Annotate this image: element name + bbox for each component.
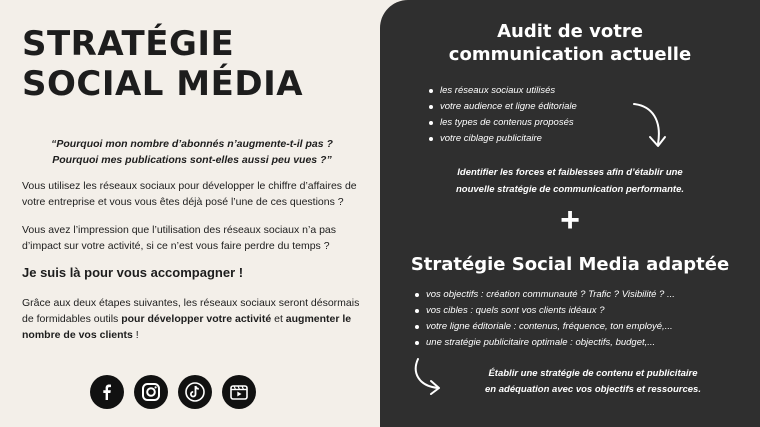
p3-text-3: ! xyxy=(132,329,139,341)
audit-summary-line-2: nouvelle stratégie de communication performante. xyxy=(455,184,685,195)
list-item: votre ciblage publicitaire xyxy=(428,131,577,147)
strategy-summary-line-1: Établir une stratégie de contenu et publicitaire xyxy=(488,368,698,379)
quote-line-1: “Pourquoi mon nombre d’abonnés n’augmente-t-il pas ? xyxy=(51,138,333,150)
page-title xyxy=(22,24,303,104)
p3-bold-2: augmenter le nombre de vos clients xyxy=(22,313,352,341)
intro-paragraph-3 xyxy=(22,295,367,343)
support-heading: Je suis là pour vous accompagner ! xyxy=(22,265,244,280)
intro-quote xyxy=(22,136,362,168)
list-item: une stratégie publicitaire optimale : objectifs, budget,... xyxy=(414,335,675,351)
list-item: les réseaux sociaux utilisés xyxy=(428,83,577,99)
curved-arrow-down-icon xyxy=(630,100,670,152)
list-item: vos objectifs : création communauté ? Trafic ? Visibilité ? ... xyxy=(414,287,675,303)
audit-heading xyxy=(380,20,760,66)
plus-icon: + xyxy=(560,201,580,239)
audit-list xyxy=(428,83,577,147)
strategy-list xyxy=(414,287,675,351)
p3-bold-1: pour développer votre activité xyxy=(121,313,272,325)
instagram-icon[interactable] xyxy=(134,375,168,409)
list-item: votre audience et ligne éditoriale xyxy=(428,99,577,115)
title-line-1: STRATÉGIE xyxy=(22,24,235,64)
p3-text-2: et xyxy=(271,313,286,325)
audit-heading-line-1: Audit de votre xyxy=(497,21,643,42)
list-item: les types de contenus proposés xyxy=(428,115,577,131)
audit-heading-line-2: communication actuelle xyxy=(448,44,692,65)
audit-summary xyxy=(380,164,760,198)
quote-line-2: Pourquoi mes publications sont-elles aussi peu vues ?” xyxy=(52,154,332,166)
tiktok-icon[interactable] xyxy=(178,375,212,409)
strategy-heading: Stratégie Social Media adaptée xyxy=(410,254,730,275)
list-item: vos cibles : quels sont vos clients idéaux ? xyxy=(414,303,675,319)
youtube-icon[interactable] xyxy=(222,375,256,409)
strategy-summary-line-2: en adéquation avec vos objectifs et ressources. xyxy=(485,384,701,395)
list-item: votre ligne éditoriale : contenus, fréquence, ton employé,... xyxy=(414,319,675,335)
title-line-2: SOCIAL MÉDIA xyxy=(22,64,304,104)
audit-summary-line-1: Identifier les forces et faiblesses afin d’établir une xyxy=(457,167,683,178)
p3-text-1: Grâce aux deux étapes suivantes, les réseaux sociaux seront désormais de formidables outils xyxy=(22,297,360,325)
intro-paragraph-1: Vous utilisez les réseaux sociaux pour développer le chiffre d’affaires de votre entreprise et vous vous êtes déjà posé l’une de ces questions ? xyxy=(22,180,357,208)
facebook-icon[interactable] xyxy=(90,375,124,409)
right-panel xyxy=(380,0,760,427)
social-links xyxy=(90,375,256,409)
intro-paragraph-2: Vous avez l’impression que l’utilisation des réseaux sociaux n’a pas d’impact sur votre activité, si ce n’est vous faire perdre du temps ? xyxy=(22,224,337,252)
strategy-summary xyxy=(438,366,748,398)
